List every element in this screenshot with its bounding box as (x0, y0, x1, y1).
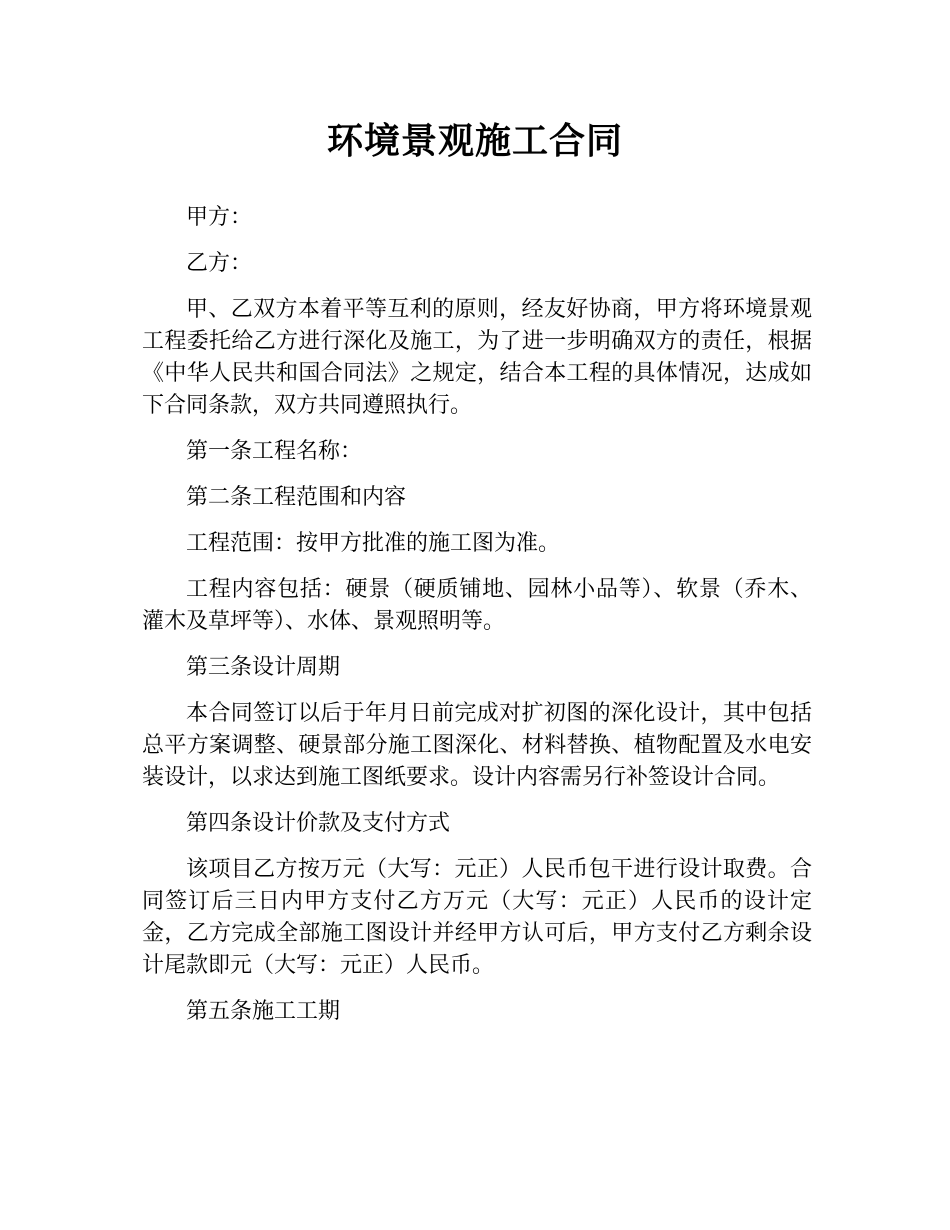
party-b-line: 乙方： (186, 251, 253, 276)
document-title: 环境景观施工合同 (326, 121, 623, 162)
article-2-heading: 第二条工程范围和内容 (186, 485, 407, 510)
article-4-heading: 第四条设计价款及支付方式 (186, 811, 451, 836)
content-paragraph: 工程内容包括：硬景（硬质铺地、园林小品等）、软景（乔木、灌木及草坪等）、水体、景观照明等。 (142, 577, 812, 634)
party-a-line: 甲方： (186, 205, 253, 230)
article-3-heading: 第三条设计周期 (186, 655, 341, 680)
document-body (142, 202, 812, 1042)
article-5-heading: 第五条施工工期 (186, 999, 341, 1024)
scope-paragraph: 工程范围：按甲方批准的施工图为准。 (186, 531, 561, 556)
article-1-heading: 第一条工程名称： (186, 439, 363, 464)
preamble-paragraph: 甲、乙双方本着平等互利的原则，经友好协商，甲方将环境景观工程委托给乙方进行深化及施工，为了进一步明确双方的责任，根据《中华人民共和国合同法》之规定，结合本工程的具体情况，达成如下合同条款，双方共同遵照执行。 (142, 297, 812, 418)
payment-paragraph: 该项目乙方按万元（大写：元正）人民币包干进行设计取费。合同签订后三日内甲方支付乙方万元（大写：元正）人民币的设计定金，乙方完成全部施工图设计并经甲方认可后，甲方支付乙方剩余设计尾款即元（大写：元正）人民币。 (142, 857, 812, 978)
design-period-paragraph: 本合同签订以后于年月日前完成对扩初图的深化设计，其中包括总平方案调整、硬景部分施工图深化、材料替换、植物配置及水电安装设计，以求达到施工图纸要求。设计内容需另行补签设计合同。 (142, 701, 812, 790)
